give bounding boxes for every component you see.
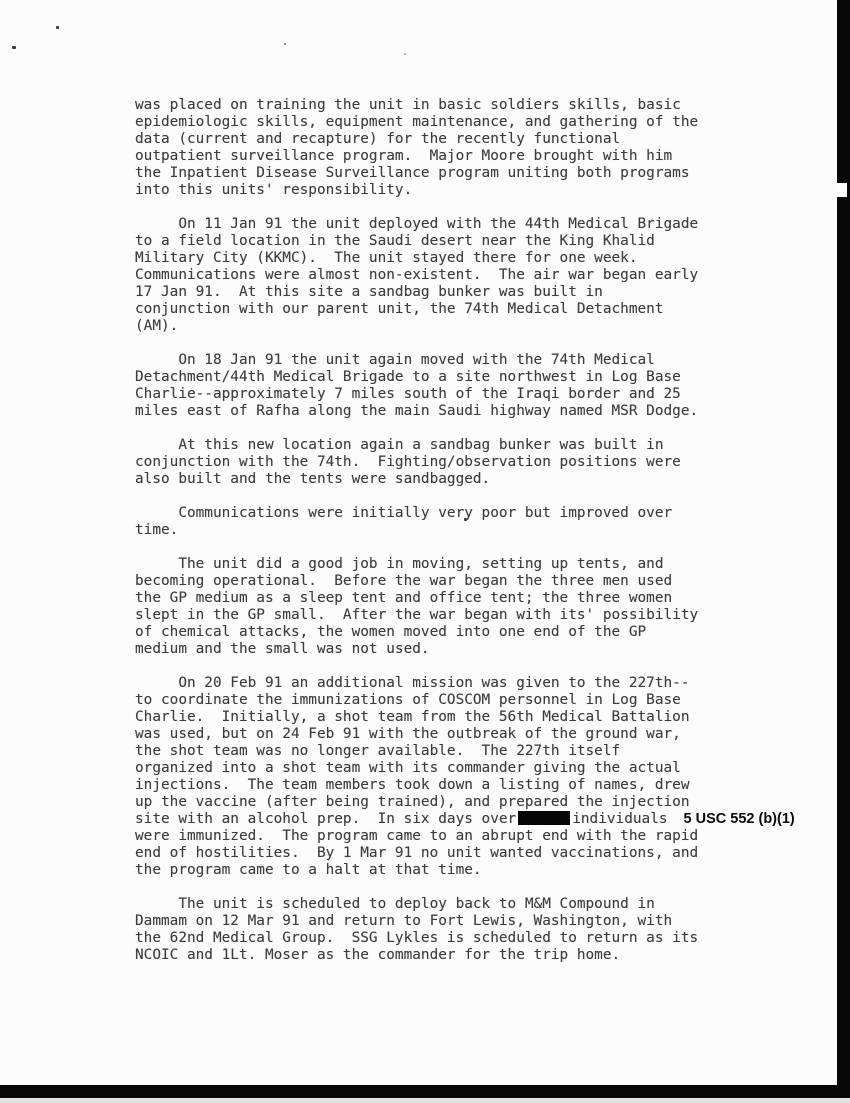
text-line: was placed on training the unit in basic soldiers skills, basic <box>135 97 681 113</box>
text-line: Charlie--approximately 7 miles south of the Iraqi border and 25 <box>135 386 681 402</box>
paragraph <box>135 97 795 199</box>
text-line: the GP medium as a sleep tent and office tent; the three women <box>135 590 673 606</box>
text-line: Communications were almost non-existent. The air war began early <box>135 267 699 283</box>
text-line: Communications were initially very poor but improved over <box>135 505 673 521</box>
paragraph <box>135 505 795 539</box>
text-line: NCOIC and 1Lt. Moser as the commander for the trip home. <box>135 947 621 963</box>
text-line: to coordinate the immunizations of COSCOM personnel in Log Base <box>135 692 681 708</box>
redaction-box <box>518 811 570 825</box>
text-line: injections. The team members took down a listing of names, drew <box>135 777 690 793</box>
paragraph <box>135 437 795 488</box>
text-line: medium and the small was not used. <box>135 641 430 657</box>
text-line: was used, but on 24 Feb 91 with the outbreak of the ground war, <box>135 726 681 742</box>
text-line: slept in the GP small. After the war began with its' possibility <box>135 607 699 623</box>
paragraph <box>135 675 795 879</box>
text-line: data (current and recapture) for the recently functional <box>135 131 621 147</box>
text-line: also built and the tents were sandbagged. <box>135 471 491 487</box>
foia-exemption-note: 5 USC 552 (b)(1) <box>683 811 795 827</box>
bottom-scan-bar <box>0 1085 850 1098</box>
text-line: the 62nd Medical Group. SSG Lykles is scheduled to return as its <box>135 930 699 946</box>
text-line: (AM). <box>135 318 179 334</box>
paragraph <box>135 896 795 964</box>
right-edge-scan-strip <box>837 0 850 1103</box>
text-before-redaction: site with an alcohol prep. In six days over <box>135 811 517 827</box>
text-after-redaction: individuals <box>572 811 668 827</box>
text-line: conjunction with our parent unit, the 74th Medical Detachment <box>135 301 664 317</box>
text-line <box>135 811 795 828</box>
text-line: miles east of Rafha along the main Saudi highway named MSR Dodge. <box>135 403 699 419</box>
text-line: to a field location in the Saudi desert near the King Khalid <box>135 233 655 249</box>
text-line: the program came to a halt at that time. <box>135 862 482 878</box>
text-line: outpatient surveillance program. Major Moore brought with him <box>135 148 673 164</box>
scan-speck <box>12 46 16 49</box>
text-line: On 18 Jan 91 the unit again moved with the 74th Medical <box>135 352 655 368</box>
text-line: epidemiologic skills, equipment maintenance, and gathering of the <box>135 114 699 130</box>
text-line: Charlie. Initially, a shot team from the 56th Medical Battalion <box>135 709 690 725</box>
text-line: becoming operational. Before the war began the three men used <box>135 573 673 589</box>
text-line: organized into a shot team with its commander giving the actual <box>135 760 681 776</box>
text-line: The unit did a good job in moving, setting up tents, and <box>135 556 664 572</box>
bottom-scan-margin <box>0 1098 850 1103</box>
text-line: Military City (KKMC). The unit stayed there for one week. <box>135 250 638 266</box>
text-line: of chemical attacks, the women moved into one end of the GP <box>135 624 647 640</box>
text-line: conjunction with the 74th. Fighting/observation positions were <box>135 454 681 470</box>
text-line: Dammam on 12 Mar 91 and return to Fort Lewis, Washington, with <box>135 913 673 929</box>
text-line: On 20 Feb 91 an additional mission was given to the 227th-- <box>135 675 690 691</box>
text-line: On 11 Jan 91 the unit deployed with the 44th Medical Brigade <box>135 216 699 232</box>
text-line: At this new location again a sandbag bunker was built in <box>135 437 664 453</box>
document-body <box>135 97 795 981</box>
scan-strip-notch <box>836 183 847 197</box>
scan-speck <box>284 43 286 45</box>
text-line: up the vaccine (after being trained), and prepared the injection <box>135 794 690 810</box>
text-line: time. <box>135 522 179 538</box>
scan-speck <box>404 53 406 55</box>
text-line: the Inpatient Disease Surveillance program uniting both programs <box>135 165 690 181</box>
text-line: The unit is scheduled to deploy back to M&M Compound in <box>135 896 655 912</box>
text-line: were immunized. The program came to an abrupt end with the rapid <box>135 828 699 844</box>
paragraph <box>135 352 795 420</box>
text-line: end of hostilities. By 1 Mar 91 no unit wanted vaccinations, and <box>135 845 699 861</box>
text-line: 17 Jan 91. At this site a sandbag bunker was built in <box>135 284 603 300</box>
text-line: the shot team was no longer available. The 227th itself <box>135 743 621 759</box>
text-line: into this units' responsibility. <box>135 182 413 198</box>
paragraph <box>135 216 795 335</box>
text-line: Detachment/44th Medical Brigade to a site northwest in Log Base <box>135 369 681 385</box>
scan-speck <box>56 26 59 29</box>
paragraph <box>135 556 795 658</box>
